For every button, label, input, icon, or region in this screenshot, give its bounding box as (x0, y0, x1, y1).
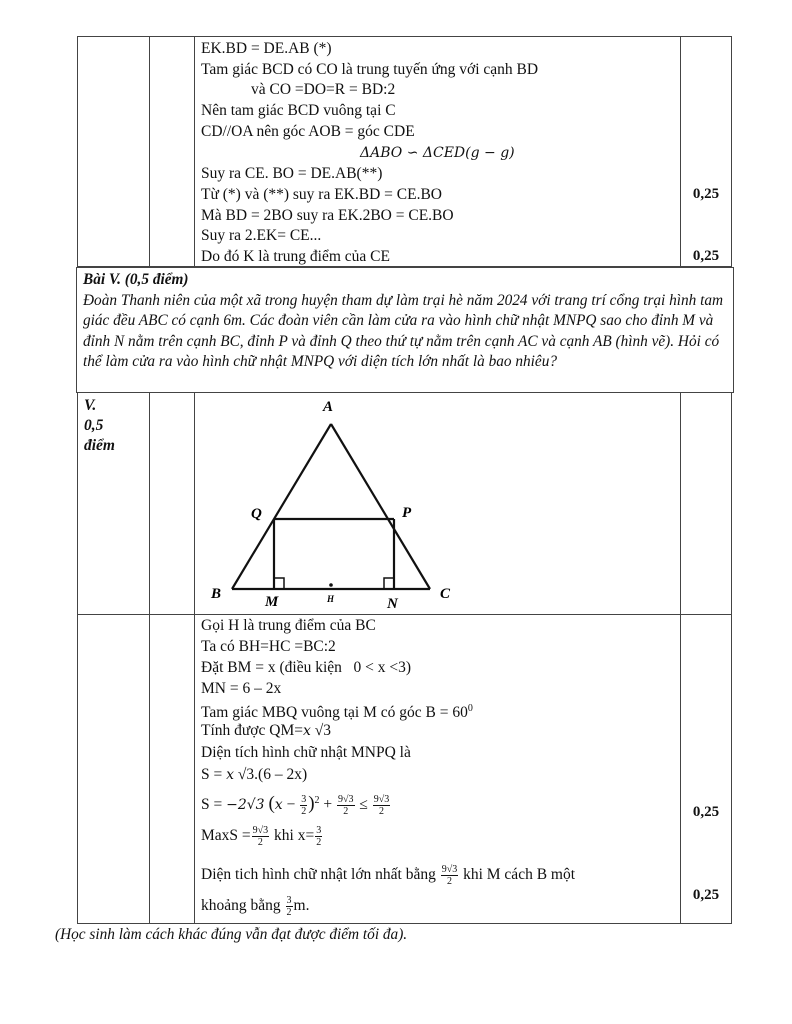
max-mid: khi x= (270, 827, 315, 845)
label-m: M (265, 594, 279, 610)
row-label-unit: điểm (84, 437, 115, 454)
label-h: H (327, 594, 335, 604)
label-c: C (440, 586, 451, 602)
row-label-points: 0,5 (84, 417, 104, 434)
bai5-problem-row (76, 267, 734, 393)
label-n: N (387, 596, 398, 612)
right-angle-n (384, 578, 394, 589)
side-ab (232, 424, 331, 589)
label-b: B (211, 586, 222, 602)
col-sub (150, 615, 195, 923)
col-score (681, 37, 731, 266)
content-line: Tam giác BCD có CO là trung tuyến ứng với cạnh BD (201, 61, 539, 78)
distance-prefix: khoảng bằng (201, 897, 285, 915)
angle-text: Tam giác MBQ vuông tại M có góc B = 60 (201, 704, 468, 722)
col-score (681, 393, 731, 614)
side-ac (331, 424, 430, 589)
grading-table (77, 36, 732, 924)
qm-text: Tính được QM= (201, 722, 303, 739)
bai5-heading: Bài V. (0,5 điểm) (83, 271, 189, 288)
col-question (78, 37, 150, 266)
conclusion-suffix: khi M cách B một (459, 866, 576, 884)
solution-line-max: MaxS = $\frac{9√3}{2}$ khi x= $\frac{3}{2}$ (201, 825, 322, 848)
footnote: (Học sinh làm cách khác đúng vẫn đạt được điểm tối đa). (55, 926, 408, 943)
solution-line: Tính được QM=x √3 (201, 722, 332, 739)
degree-sup: 0 (467, 703, 473, 714)
content-line: và CO =DO=R = BD:2 (251, 81, 396, 98)
similar-triangles: ΔABO ∽ ΔCED(g − g) (360, 145, 515, 161)
solution-line-formula: S = −2√3 (x − $\frac{3}{2}$ )$^2$ + $\frac{9√3}{2}$ ≤ $\frac{9√3}{2}$ (201, 793, 390, 818)
solution-line (201, 699, 473, 723)
col-content (195, 37, 681, 266)
label-a: A (323, 399, 334, 415)
row-label (84, 396, 115, 456)
solution-line-conclusion: Diện tich hình chữ nhật lớn nhất bằng $\frac{9√3}{2}$ khi M cách B một (201, 864, 576, 887)
col-content (195, 615, 681, 923)
point-h (329, 583, 333, 587)
solution-line: MN = 6 – 2x (201, 680, 282, 697)
content-line: EK.BD = DE.AB (*) (201, 40, 332, 57)
col-content (195, 393, 681, 614)
solution-line-distance: khoảng bằng $\frac{3}{2}$ m. (201, 895, 310, 918)
formula-prefix: S = (201, 796, 227, 814)
content-line: Suy ra CE. BO = DE.AB(**) (201, 165, 383, 182)
content-line: Do đó K là trung điểm của CE (201, 248, 390, 265)
right-angle-m (274, 578, 284, 589)
solution-line: Diện tích hình chữ nhật MNPQ là (201, 744, 411, 761)
area-suffix: .(6 – 2x) (254, 766, 308, 783)
solution-line: Ta có BH=HC =BC:2 (201, 638, 336, 655)
solution-line: S = x √3.(6 – 2x) (201, 766, 308, 783)
label-p: P (402, 505, 412, 521)
score: 0,25 (692, 887, 720, 903)
conclusion-prefix: Diện tich hình chữ nhật lớn nhất bằng (201, 866, 440, 884)
distance-suffix: m. (293, 897, 310, 915)
col-question (78, 393, 150, 614)
max-prefix: MaxS = (201, 827, 251, 845)
content-line: Mà BD = 2BO suy ra EK.2BO = CE.BO (201, 207, 454, 224)
content-line: Suy ra 2.EK= CE... (201, 227, 322, 244)
score: 0,25 (692, 186, 720, 202)
bai5-problem-text: Đoàn Thanh niên của một xã trong huyện tham dự làm trại hè năm 2024 với trang trí cổng trại hình tam giác đều ABC có cạnh 6m. Các đoàn viên cần làm cửa ra vào hình chữ nhật MNPQ sao cho đỉnh M và đỉnh N nằm trên cạnh BC, đỉnh P và đỉnh Q theo thứ tự nằm trên cạnh AC và cạnh AB (hình vẽ). Hỏi có thể làm cửa ra vào hình chữ nhật MNPQ với diện tích lớn nhất là bao nhiêu? (83, 291, 724, 370)
content-line: Từ (*) và (**) suy ra EK.BD = CE.BO (201, 186, 442, 203)
col-question (78, 615, 150, 923)
solution-row (77, 615, 732, 924)
solution-line: Đặt BM = x (điều kiện 0 < x <3) (201, 659, 412, 676)
figure-row (77, 393, 732, 615)
content-line: CD//OA nên góc AOB = góc CDE (201, 123, 415, 140)
part4-row (77, 36, 732, 267)
triangle-figure (195, 393, 680, 614)
label-q: Q (251, 506, 262, 522)
score: 0,25 (692, 248, 720, 264)
row-label-v: V. (84, 397, 97, 414)
col-score (681, 615, 731, 923)
col-sub (150, 37, 195, 266)
area-prefix: S = (201, 766, 227, 783)
solution-line: Gọi H là trung điểm của BC (201, 617, 376, 634)
col-sub (150, 393, 195, 614)
score: 0,25 (692, 804, 720, 820)
content-line: Nên tam giác BCD vuông tại C (201, 102, 396, 119)
